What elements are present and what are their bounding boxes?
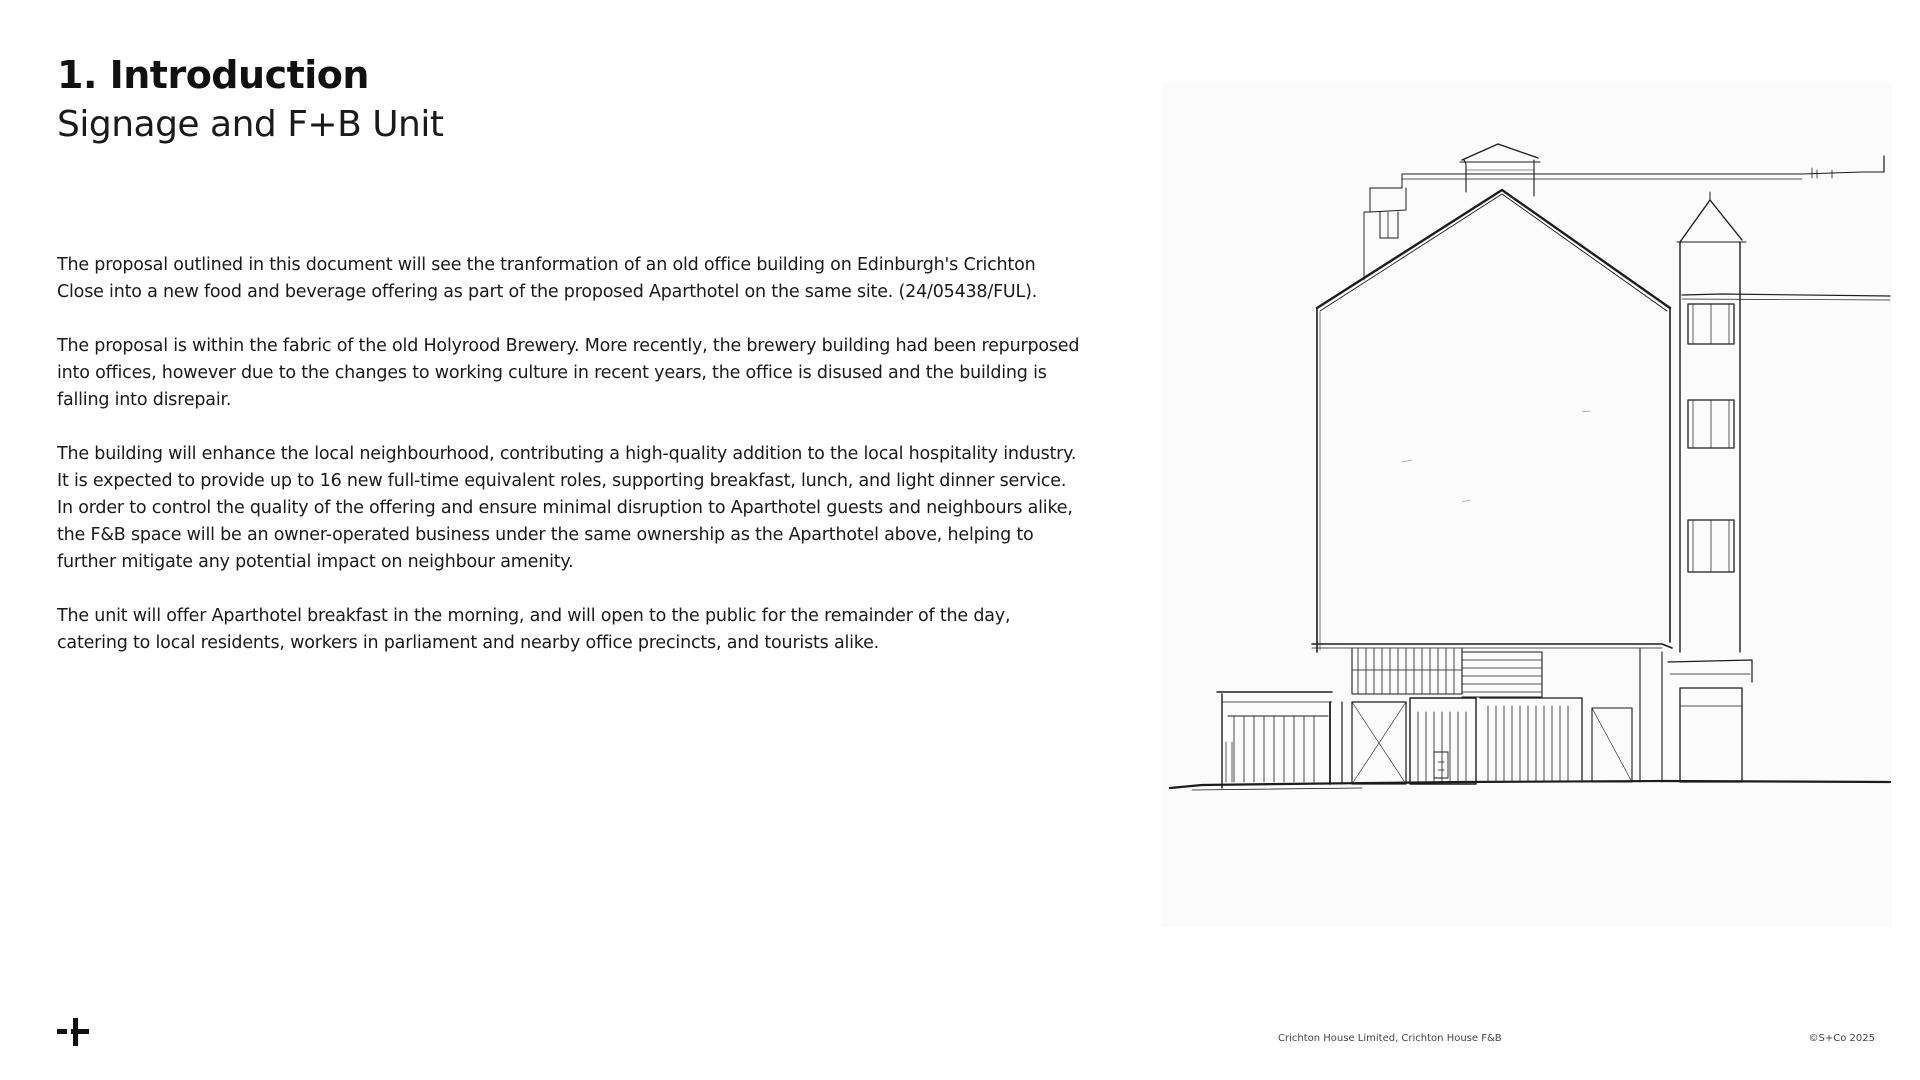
- intro-paragraph-4: The unit will offer Aparthotel breakfast in the morning, and will open to the public for the remainder of the day, catering to local residents, workers in parliament and nearby office precincts, and tourists alike.: [57, 606, 1011, 653]
- building-elevation-sketch: [1162, 82, 1892, 927]
- page-title: 1. Introduction: [57, 53, 369, 97]
- page-heading: [57, 50, 1057, 150]
- intro-body: [57, 252, 1082, 684]
- plus-brand-logo-icon: [57, 1018, 89, 1046]
- intro-paragraph-2: The proposal is within the fabric of the old Holyrood Brewery. More recently, the brewery building had been repurposed into offices, however due to the changes to working culture in recent years, the office is disused and the building is falling into disrepair.: [57, 336, 1080, 410]
- footer-project-name: Crichton House Limited, Crichton House F&B: [1278, 1033, 1502, 1044]
- intro-paragraph-3: The building will enhance the local neighbourhood, contributing a high-quality addition to the local hospitality industry. It is expected to provide up to 16 new full-time equivalent roles, supporting breakfast, lunch, and light dinner service. In order to control the quality of the offering and ensure minimal disruption to Aparthotel guests and neighbours alike, the F&B space will be an owner-operated business under the same ownership as the Aparthotel above, helping to further mitigate any potential impact on neighbour amenity.: [57, 444, 1077, 572]
- intro-paragraph-1: The proposal outlined in this document will see the tranformation of an old office building on Edinburgh's Crichton Close into a new food and beverage offering as part of the proposed Aparthotel on the same site. (24/05438/FUL).: [57, 255, 1038, 302]
- page-subtitle: Signage and F+B Unit: [57, 104, 444, 145]
- footer-copyright: ©S+Co 2025: [1808, 1033, 1875, 1044]
